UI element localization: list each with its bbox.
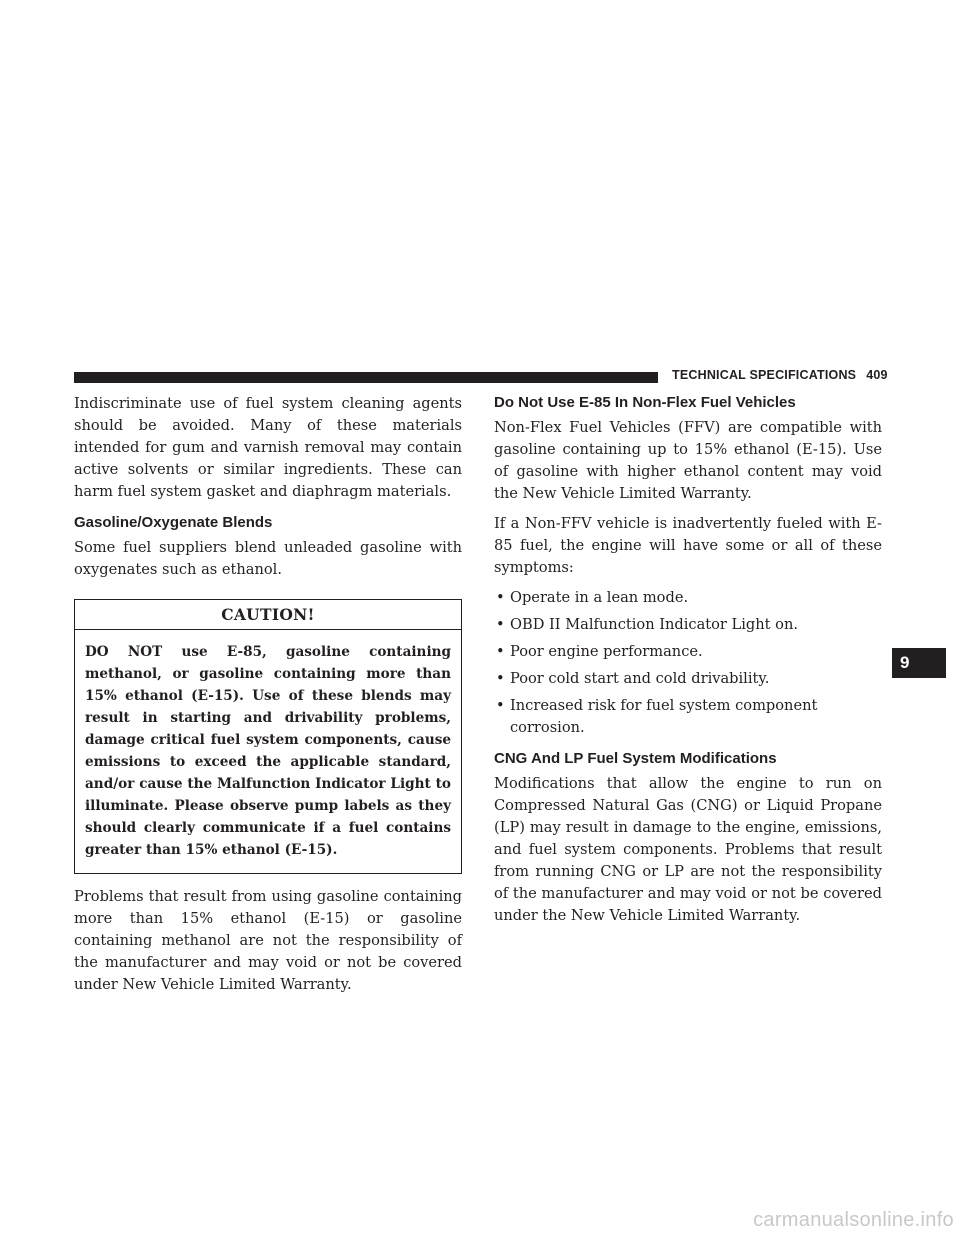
symptoms-list	[494, 587, 882, 739]
bullet: •	[496, 589, 505, 606]
e85-heading: Do Not Use E-85 In Non-Flex Fuel Vehicles	[494, 394, 796, 411]
left-column	[74, 393, 462, 1004]
running-header	[672, 368, 888, 382]
blends-paragraph: Some fuel suppliers blend unleaded gasoline with oxygenates such as ethanol.	[74, 539, 462, 578]
list-item: • OBD II Malfunction Indicator Light on.	[494, 614, 882, 636]
cng-paragraph: Modifications that allow the engine to run on Compressed Natural Gas (CNG) or Liquid Propane (LP) may result in damage to the engine, emissions, and fuel system components. Problems that result from running CNG or LP are not the responsibility of the manufacturer and may void or not be covered under the New Vehicle Limited Warranty.	[494, 775, 882, 924]
page-number: 409	[866, 368, 888, 382]
caution-title: CAUTION!	[75, 600, 461, 630]
caution-body: DO NOT use E-85, gasoline containing methanol, or gasoline containing more than 15% ethanol (E-15). Use of these blends may result in starting and drivability problems, damage critical fuel system components, cause emissions to exceed the applicable standard, and/or cause the Malfunction Indicator Light to illuminate. Please observe pump labels as they should clearly communicate if a fuel contains greater than 15% ethanol (E-15).	[85, 644, 451, 858]
bullet: •	[496, 643, 505, 660]
cng-heading: CNG And LP Fuel System Modifications	[494, 750, 777, 767]
blends-heading: Gasoline/Oxygenate Blends	[74, 514, 273, 531]
right-column	[494, 393, 882, 935]
header-rule	[74, 372, 658, 383]
chapter-tab: 9	[892, 648, 946, 678]
bullet: •	[496, 697, 505, 714]
problems-paragraph: Problems that result from using gasoline containing more than 15% ethanol (E-15) or gasoline containing methanol are not the responsibility of the manufacturer and may void or not be covered under New Vehicle Limited Warranty.	[74, 888, 462, 993]
list-item: • Operate in a lean mode.	[494, 587, 882, 609]
caution-box	[74, 599, 462, 874]
cleaning-agents-paragraph: Indiscriminate use of fuel system cleaning agents should be avoided. Many of these materials intended for gum and varnish removal may contain active solvents or similar ingredients. These can harm fuel system gasket and diaphragm materials.	[74, 395, 462, 500]
list-item: • Poor cold start and cold drivability.	[494, 668, 882, 690]
bullet: •	[496, 670, 505, 687]
ffv-paragraph: Non-Flex Fuel Vehicles (FFV) are compatible with gasoline containing up to 15% ethanol (E-15). Use of gasoline with higher ethanol content may void the New Vehicle Limited Warranty.	[494, 419, 882, 502]
watermark: carmanualsonline.info	[753, 1209, 954, 1231]
section-title: TECHNICAL SPECIFICATIONS	[672, 368, 857, 382]
list-item: • Increased risk for fuel system component corrosion.	[496, 697, 818, 736]
list-item: • Poor engine performance.	[494, 641, 882, 663]
bullet: •	[496, 616, 505, 633]
symptoms-intro: If a Non-FFV vehicle is inadvertently fueled with E-85 fuel, the engine will have some or all of these symptoms:	[494, 515, 882, 576]
